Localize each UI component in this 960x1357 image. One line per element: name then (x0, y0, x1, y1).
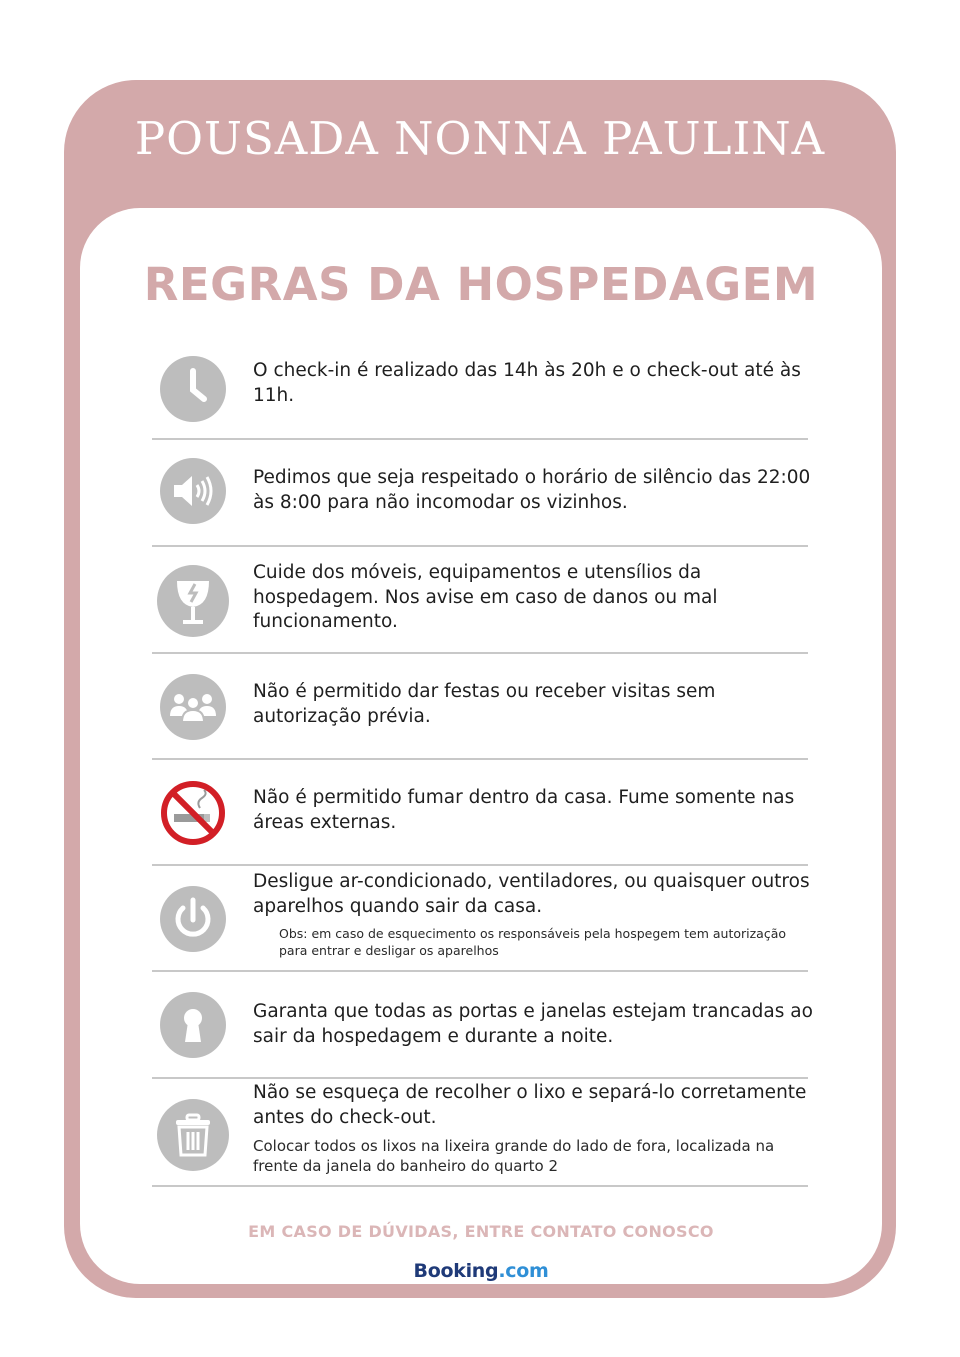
rule-text: Cuide dos móveis, equipamentos e utensílios da hospedagem. Nos avise em caso de danos ou mal funcionamento. (253, 562, 718, 632)
rule-item-furniture (152, 547, 808, 654)
page-title: REGRAS DA HOSPEDAGEM (143, 258, 819, 311)
rule-note: Colocar todos os lixos na lixeira grande do lado de fora, localizada na frente da janela do banheiro do quarto 2 (253, 1137, 775, 1175)
rule-text: O check-in é realizado das 14h às 20h e o check-out até às 11h. (253, 360, 801, 406)
rule-text (253, 870, 813, 959)
fragile-glass-icon (157, 565, 229, 637)
rule-note: Obs: em caso de esquecimento os responsáveis pela hospegem tem autorização para entrar e desligar os aparelhos (279, 926, 787, 958)
brand-title: POUSADA NONNA PAULINA (134, 112, 826, 165)
booking-logo-part2: .com (498, 1260, 549, 1282)
speaker-icon (160, 458, 226, 524)
rule-text: Não é permitido fumar dentro da casa. Fume somente nas áreas externas. (253, 787, 795, 833)
booking-logo-part1: Booking (413, 1260, 499, 1282)
rule-text: Garanta que todas as portas e janelas estejam trancadas ao sair da hospedagem e durante a noite. (253, 1001, 813, 1047)
rule-text: Pedimos que seja respeitado o horário de silêncio das 22:00 às 8:00 para não incomodar os vizinhos. (253, 467, 811, 513)
rule-item-parties (152, 654, 808, 760)
rule-item-silence (152, 440, 811, 547)
booking-logo (80, 1260, 882, 1282)
rule-main-text: Desligue ar-condicionado, ventiladores, ou quaisquer outros aparelhos quando sair da casa. (253, 871, 810, 917)
trash-icon (157, 1099, 229, 1171)
contact-footer: EM CASO DE DÚVIDAS, ENTRE CONTATO CONOSCO (248, 1222, 714, 1241)
rule-main-text: Não se esqueça de recolher o lixo e separá-lo corretamente antes do check-out. (253, 1082, 807, 1128)
power-icon (160, 886, 226, 952)
no-smoking-icon (160, 780, 226, 846)
rule-item-checkin (152, 340, 808, 440)
rule-text: Não é permitido dar festas ou receber visitas sem autorização prévia. (253, 681, 716, 727)
rule-item-smoking (152, 760, 808, 866)
rule-item-locks (152, 972, 813, 1079)
rule-item-appliances (152, 866, 808, 972)
rule-text (253, 1081, 813, 1176)
rule-item-trash (152, 1079, 808, 1187)
group-icon (160, 674, 226, 740)
clock-icon (160, 356, 226, 422)
keyhole-icon (160, 992, 226, 1058)
